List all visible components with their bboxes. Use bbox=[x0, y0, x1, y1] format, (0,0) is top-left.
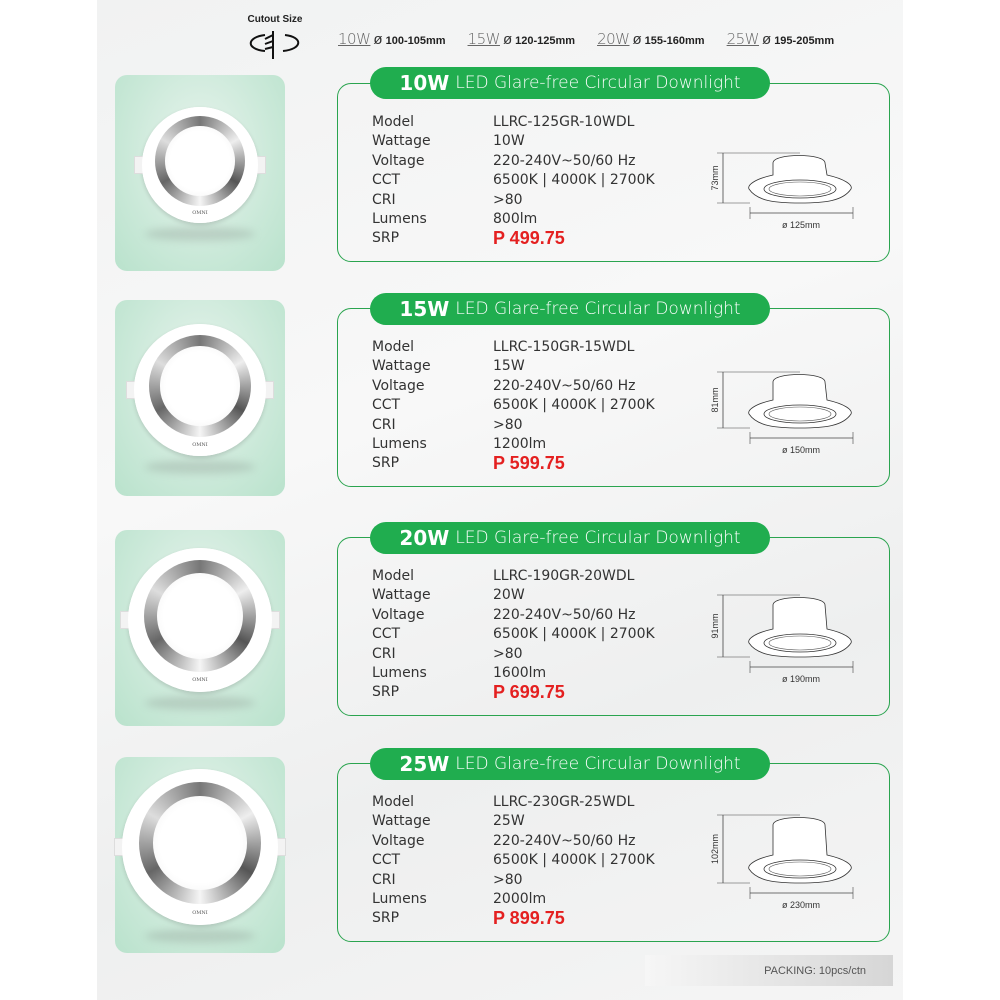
diameter-icon: ø bbox=[762, 31, 772, 48]
cutout-size-item bbox=[468, 30, 576, 48]
product-title bbox=[370, 293, 770, 325]
dimension-diagram bbox=[705, 123, 865, 233]
product-wattage: 15W bbox=[399, 297, 450, 321]
cutout-wattage: 25W bbox=[726, 30, 760, 48]
product-title bbox=[370, 748, 770, 780]
product-name: LED Glare-free Circular Downlight bbox=[455, 299, 741, 319]
spec-value: 15W bbox=[493, 358, 525, 375]
downlight-photo bbox=[142, 107, 258, 223]
product-image bbox=[115, 75, 285, 271]
diameter-icon: ø bbox=[373, 31, 383, 48]
spec-value: 20W bbox=[493, 587, 525, 604]
product-wattage: 10W bbox=[399, 71, 450, 95]
cutout-diameter: 155-160mm bbox=[644, 35, 705, 47]
cutout-diameter: 100-105mm bbox=[385, 35, 446, 47]
spec-value: >80 bbox=[493, 645, 523, 662]
diameter-dimension: ø 190mm bbox=[781, 674, 821, 684]
spec-label: Lumens bbox=[372, 211, 427, 228]
spec-table bbox=[372, 338, 655, 474]
spec-row bbox=[372, 171, 655, 190]
spec-row bbox=[372, 664, 655, 683]
price: P 899.75 bbox=[493, 908, 565, 929]
spec-value: 220-240V~50/60 Hz bbox=[493, 152, 636, 169]
spec-label: Voltage bbox=[372, 606, 425, 623]
brand-logo: OMNI bbox=[192, 442, 208, 449]
spec-value: 220-240V~50/60 Hz bbox=[493, 377, 636, 394]
spec-label: CRI bbox=[372, 645, 396, 662]
spec-row bbox=[372, 338, 655, 357]
brand-logo: OMNI bbox=[192, 677, 208, 684]
spec-value: 800lm bbox=[493, 211, 538, 228]
product-image bbox=[115, 530, 285, 726]
spec-value: >80 bbox=[493, 416, 523, 433]
spec-label: Lumens bbox=[372, 891, 427, 908]
packing-info: PACKING: 10pcs/ctn bbox=[645, 955, 893, 986]
height-dimension: 91mm bbox=[710, 613, 720, 639]
height-dimension: 102mm bbox=[710, 833, 720, 865]
diameter-dimension: ø 150mm bbox=[781, 445, 821, 455]
brand-logo: OMNI bbox=[192, 909, 208, 916]
height-dimension: 81mm bbox=[710, 387, 720, 413]
dimension-diagram bbox=[705, 348, 865, 458]
diameter-icon: ø bbox=[502, 31, 513, 48]
cutout-size-label: Cutout Size bbox=[247, 14, 303, 25]
spec-row bbox=[372, 793, 655, 812]
spec-label: CCT bbox=[372, 397, 401, 414]
spec-label: Wattage bbox=[372, 813, 431, 830]
spec-row bbox=[372, 832, 655, 851]
cutout-wattage: 20W bbox=[597, 30, 630, 48]
spec-label: CCT bbox=[372, 626, 401, 643]
spec-label: Model bbox=[372, 339, 415, 355]
product-wattage: 25W bbox=[399, 752, 450, 776]
spec-value: >80 bbox=[493, 871, 523, 888]
spec-value: LLRC-125GR-10WDL bbox=[493, 114, 635, 130]
diameter-dimension: ø 125mm bbox=[781, 220, 821, 230]
spec-row bbox=[372, 625, 655, 644]
spec-value: 6500K | 4000K | 2700K bbox=[493, 852, 655, 869]
spec-value: 2000lm bbox=[493, 891, 547, 908]
spec-row bbox=[372, 152, 655, 171]
spec-row bbox=[372, 812, 655, 831]
spec-label: CRI bbox=[372, 191, 396, 208]
spec-label: Voltage bbox=[372, 152, 425, 169]
downlight-photo bbox=[134, 324, 266, 456]
product-image bbox=[115, 300, 285, 496]
cutout-rotate-icon bbox=[245, 25, 305, 61]
spec-value: LLRC-190GR-20WDL bbox=[493, 568, 635, 584]
spec-row bbox=[372, 377, 655, 396]
spec-label: Voltage bbox=[372, 832, 425, 849]
spec-label: SRP bbox=[372, 230, 400, 247]
spec-label: Model bbox=[372, 794, 415, 810]
spec-value: 10W bbox=[493, 133, 525, 150]
product-name: LED Glare-free Circular Downlight bbox=[455, 754, 741, 774]
cutout-wattage: 15W bbox=[467, 30, 500, 48]
product-name: LED Glare-free Circular Downlight bbox=[455, 73, 741, 93]
spec-value: LLRC-230GR-25WDL bbox=[493, 794, 635, 810]
spec-row bbox=[372, 645, 655, 664]
spec-label: Lumens bbox=[372, 436, 427, 453]
spec-label: Model bbox=[372, 114, 415, 130]
spec-row bbox=[372, 454, 655, 473]
downlight-photo bbox=[122, 769, 278, 925]
spec-label: Wattage bbox=[372, 587, 431, 604]
spec-label: SRP bbox=[372, 455, 400, 472]
cutout-size-item bbox=[597, 30, 705, 48]
cutout-wattage: 10W bbox=[338, 30, 371, 48]
spec-value: 6500K | 4000K | 2700K bbox=[493, 397, 655, 414]
spec-row bbox=[372, 567, 655, 586]
spec-label: SRP bbox=[372, 910, 400, 927]
spec-value: LLRC-150GR-15WDL bbox=[493, 339, 635, 355]
spec-table bbox=[372, 793, 655, 929]
product-name: LED Glare-free Circular Downlight bbox=[455, 528, 741, 548]
spec-row bbox=[372, 909, 655, 928]
spec-row bbox=[372, 890, 655, 909]
spec-value: 6500K | 4000K | 2700K bbox=[493, 172, 655, 189]
diameter-dimension: ø 230mm bbox=[781, 900, 821, 910]
spec-label: Lumens bbox=[372, 665, 427, 682]
spec-row bbox=[372, 606, 655, 625]
spec-table bbox=[372, 567, 655, 703]
spec-value: 1200lm bbox=[493, 436, 547, 453]
brand-logo: OMNI bbox=[192, 210, 208, 217]
cutout-size-item bbox=[338, 30, 446, 48]
spec-table bbox=[372, 113, 655, 249]
product-title bbox=[370, 67, 770, 99]
spec-row bbox=[372, 851, 655, 870]
spec-label: Wattage bbox=[372, 358, 431, 375]
dimension-diagram bbox=[705, 803, 865, 913]
cutout-diameter: 195-205mm bbox=[774, 35, 835, 47]
spec-value: 25W bbox=[493, 813, 525, 830]
spec-row bbox=[372, 229, 655, 248]
spec-row bbox=[372, 586, 655, 605]
spec-label: CRI bbox=[372, 416, 396, 433]
price: P 599.75 bbox=[493, 453, 565, 474]
spec-value: 220-240V~50/60 Hz bbox=[493, 606, 636, 623]
spec-label: CCT bbox=[372, 172, 401, 189]
spec-row bbox=[372, 396, 655, 415]
spec-row bbox=[372, 191, 655, 210]
cutout-size-list bbox=[338, 30, 834, 48]
spec-label: Model bbox=[372, 568, 415, 584]
cutout-size-item bbox=[727, 30, 835, 48]
spec-value: 220-240V~50/60 Hz bbox=[493, 832, 636, 849]
spec-label: Wattage bbox=[372, 133, 431, 150]
spec-row bbox=[372, 132, 655, 151]
spec-label: SRP bbox=[372, 684, 400, 701]
spec-value: 6500K | 4000K | 2700K bbox=[493, 626, 655, 643]
dimension-diagram bbox=[705, 577, 865, 687]
spec-row bbox=[372, 683, 655, 702]
spec-row bbox=[372, 113, 655, 132]
cutout-diameter: 120-125mm bbox=[515, 35, 576, 47]
spec-row bbox=[372, 416, 655, 435]
spec-row bbox=[372, 210, 655, 229]
downlight-photo bbox=[128, 548, 272, 692]
product-image bbox=[115, 757, 285, 953]
spec-row bbox=[372, 435, 655, 454]
spec-label: CCT bbox=[372, 852, 401, 869]
price: P 699.75 bbox=[493, 682, 565, 703]
spec-label: Voltage bbox=[372, 377, 425, 394]
price: P 499.75 bbox=[493, 228, 565, 249]
spec-value: 1600lm bbox=[493, 665, 547, 682]
height-dimension: 73mm bbox=[710, 165, 720, 191]
spec-row bbox=[372, 357, 655, 376]
diameter-icon: ø bbox=[632, 31, 642, 48]
product-wattage: 20W bbox=[399, 526, 450, 550]
cutout-size-legend bbox=[240, 14, 310, 65]
spec-row bbox=[372, 871, 655, 890]
product-title bbox=[370, 522, 770, 554]
spec-label: CRI bbox=[372, 871, 396, 888]
spec-value: >80 bbox=[493, 191, 523, 208]
